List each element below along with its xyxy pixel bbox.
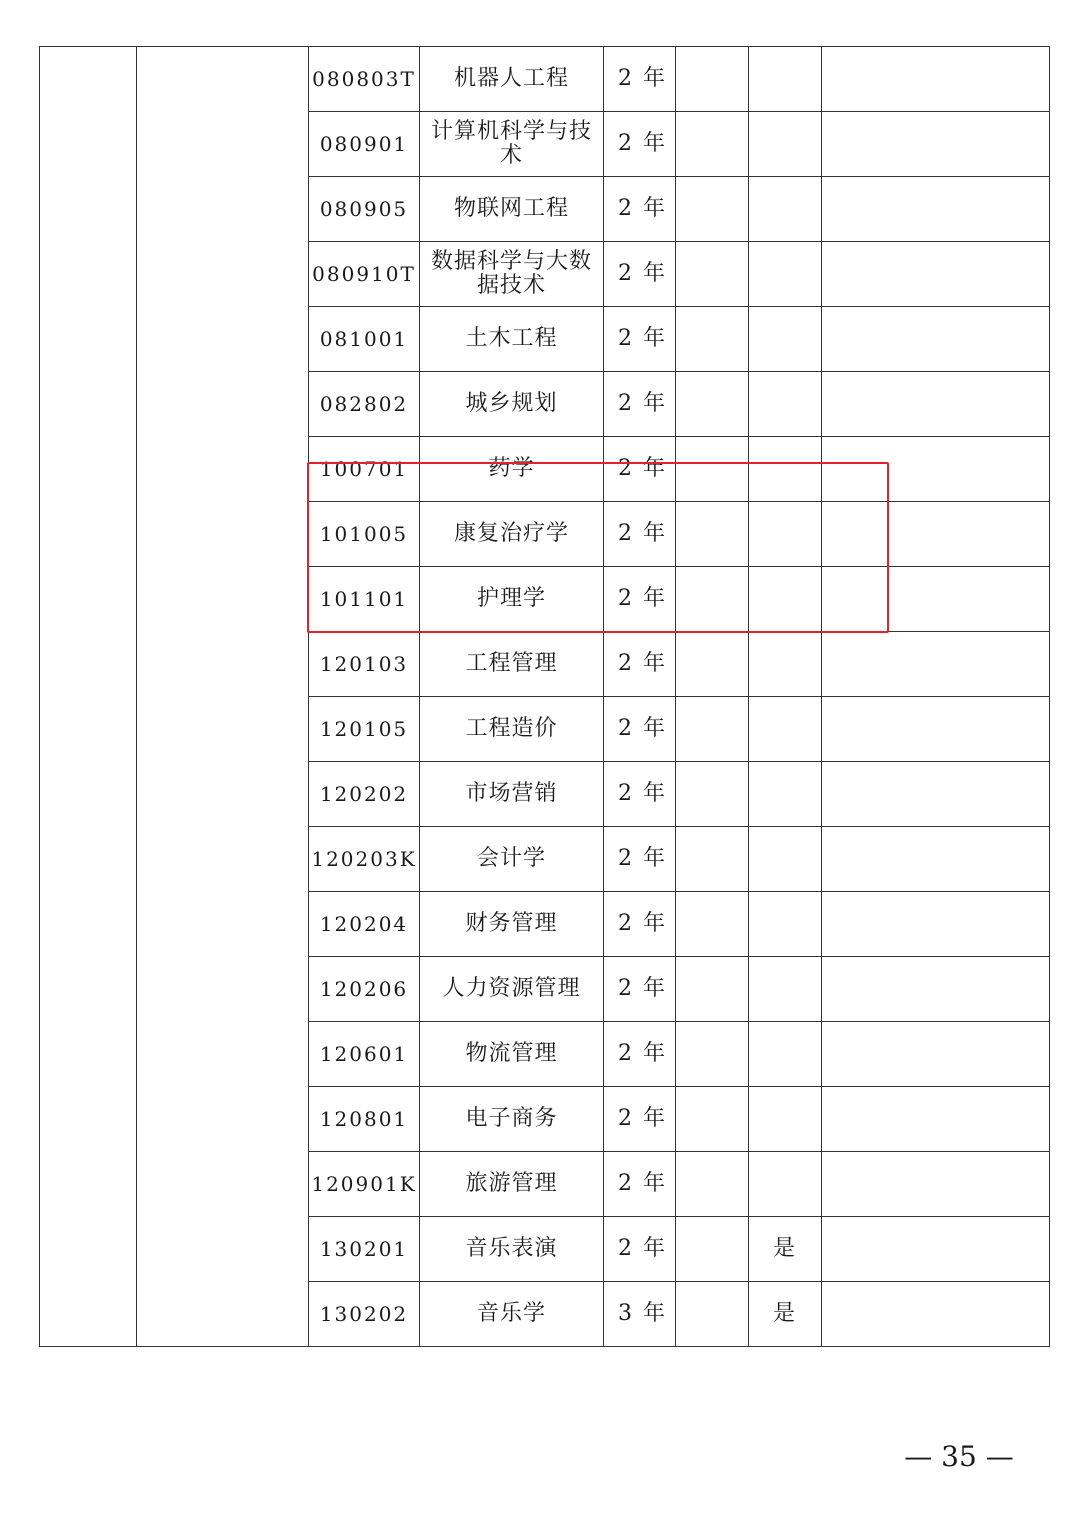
flag-cell xyxy=(749,762,822,827)
flag-cell xyxy=(749,372,822,437)
remarks-cell xyxy=(822,567,1050,632)
major-name: 工程造价 xyxy=(420,697,604,762)
remarks-cell xyxy=(822,697,1050,762)
remarks-cell xyxy=(822,957,1050,1022)
major-code: 120103 xyxy=(309,632,420,697)
study-years: 2 年 xyxy=(604,762,676,827)
empty-cell xyxy=(676,567,749,632)
flag-cell xyxy=(749,177,822,242)
study-years: 2 年 xyxy=(604,112,676,177)
study-years: 2 年 xyxy=(604,697,676,762)
major-code: 080803T xyxy=(309,47,420,112)
major-code: 130202 xyxy=(309,1282,420,1347)
flag-cell xyxy=(749,112,822,177)
study-years: 2 年 xyxy=(604,957,676,1022)
study-years: 3 年 xyxy=(604,1282,676,1347)
table-body xyxy=(40,47,1050,1347)
empty-cell xyxy=(676,372,749,437)
major-code: 120601 xyxy=(309,1022,420,1087)
major-name: 物联网工程 xyxy=(420,177,604,242)
empty-cell xyxy=(676,112,749,177)
merged-cell-2 xyxy=(137,47,309,1347)
empty-cell xyxy=(676,762,749,827)
major-name: 人力资源管理 xyxy=(420,957,604,1022)
major-code: 120203K xyxy=(309,827,420,892)
remarks-cell xyxy=(822,892,1050,957)
remarks-cell xyxy=(822,112,1050,177)
study-years: 2 年 xyxy=(604,1217,676,1282)
remarks-cell xyxy=(822,242,1050,307)
flag-cell: 是 xyxy=(749,1282,822,1347)
major-code: 130201 xyxy=(309,1217,420,1282)
major-name: 康复治疗学 xyxy=(420,502,604,567)
empty-cell xyxy=(676,47,749,112)
empty-cell xyxy=(676,1087,749,1152)
empty-cell xyxy=(676,827,749,892)
remarks-cell xyxy=(822,762,1050,827)
remarks-cell xyxy=(822,1282,1050,1347)
major-code: 101005 xyxy=(309,502,420,567)
flag-cell xyxy=(749,892,822,957)
major-code: 101101 xyxy=(309,567,420,632)
remarks-cell xyxy=(822,1152,1050,1217)
empty-cell xyxy=(676,502,749,567)
empty-cell xyxy=(676,242,749,307)
flag-cell xyxy=(749,1152,822,1217)
major-name: 城乡规划 xyxy=(420,372,604,437)
merged-cell-1 xyxy=(40,47,137,1347)
major-name: 电子商务 xyxy=(420,1087,604,1152)
flag-cell xyxy=(749,567,822,632)
flag-cell xyxy=(749,1022,822,1087)
remarks-cell xyxy=(822,502,1050,567)
major-name: 音乐表演 xyxy=(420,1217,604,1282)
empty-cell xyxy=(676,697,749,762)
empty-cell xyxy=(676,1282,749,1347)
major-code: 120801 xyxy=(309,1087,420,1152)
major-code: 120105 xyxy=(309,697,420,762)
flag-cell xyxy=(749,957,822,1022)
study-years: 2 年 xyxy=(604,632,676,697)
empty-cell xyxy=(676,1022,749,1087)
major-name: 会计学 xyxy=(420,827,604,892)
flag-cell xyxy=(749,827,822,892)
flag-cell xyxy=(749,47,822,112)
flag-cell: 是 xyxy=(749,1217,822,1282)
major-name: 音乐学 xyxy=(420,1282,604,1347)
empty-cell xyxy=(676,632,749,697)
page-number: — 35 — xyxy=(904,1440,1014,1473)
study-years: 2 年 xyxy=(604,1022,676,1087)
study-years: 2 年 xyxy=(604,242,676,307)
flag-cell xyxy=(749,502,822,567)
major-code: 100701 xyxy=(309,437,420,502)
remarks-cell xyxy=(822,632,1050,697)
empty-cell xyxy=(676,1217,749,1282)
major-name: 物流管理 xyxy=(420,1022,604,1087)
study-years: 2 年 xyxy=(604,437,676,502)
empty-cell xyxy=(676,892,749,957)
major-code: 081001 xyxy=(309,307,420,372)
major-code: 120206 xyxy=(309,957,420,1022)
remarks-cell xyxy=(822,1022,1050,1087)
study-years: 2 年 xyxy=(604,502,676,567)
empty-cell xyxy=(676,957,749,1022)
study-years: 2 年 xyxy=(604,827,676,892)
major-code: 120901K xyxy=(309,1152,420,1217)
major-code: 120204 xyxy=(309,892,420,957)
major-code: 080905 xyxy=(309,177,420,242)
major-name: 财务管理 xyxy=(420,892,604,957)
study-years: 2 年 xyxy=(604,47,676,112)
remarks-cell xyxy=(822,1087,1050,1152)
major-code: 080901 xyxy=(309,112,420,177)
flag-cell xyxy=(749,1087,822,1152)
major-code: 120202 xyxy=(309,762,420,827)
study-years: 2 年 xyxy=(604,892,676,957)
major-name: 机器人工程 xyxy=(420,47,604,112)
remarks-cell xyxy=(822,307,1050,372)
major-name: 旅游管理 xyxy=(420,1152,604,1217)
study-years: 2 年 xyxy=(604,372,676,437)
flag-cell xyxy=(749,242,822,307)
major-name: 数据科学与大数据技术 xyxy=(420,242,604,307)
flag-cell xyxy=(749,632,822,697)
remarks-cell xyxy=(822,372,1050,437)
remarks-cell xyxy=(822,47,1050,112)
study-years: 2 年 xyxy=(604,177,676,242)
major-name: 计算机科学与技术 xyxy=(420,112,604,177)
major-name: 药学 xyxy=(420,437,604,502)
major-code: 082802 xyxy=(309,372,420,437)
remarks-cell xyxy=(822,177,1050,242)
empty-cell xyxy=(676,437,749,502)
study-years: 2 年 xyxy=(604,1152,676,1217)
table-row xyxy=(40,47,1050,112)
flag-cell xyxy=(749,307,822,372)
study-years: 2 年 xyxy=(604,567,676,632)
major-name: 护理学 xyxy=(420,567,604,632)
study-years: 2 年 xyxy=(604,307,676,372)
remarks-cell xyxy=(822,827,1050,892)
remarks-cell xyxy=(822,1217,1050,1282)
major-code: 080910T xyxy=(309,242,420,307)
major-name: 市场营销 xyxy=(420,762,604,827)
majors-table xyxy=(39,46,1050,1347)
remarks-cell xyxy=(822,437,1050,502)
major-name: 土木工程 xyxy=(420,307,604,372)
flag-cell xyxy=(749,697,822,762)
study-years: 2 年 xyxy=(604,1087,676,1152)
empty-cell xyxy=(676,1152,749,1217)
flag-cell xyxy=(749,437,822,502)
empty-cell xyxy=(676,177,749,242)
major-name: 工程管理 xyxy=(420,632,604,697)
empty-cell xyxy=(676,307,749,372)
